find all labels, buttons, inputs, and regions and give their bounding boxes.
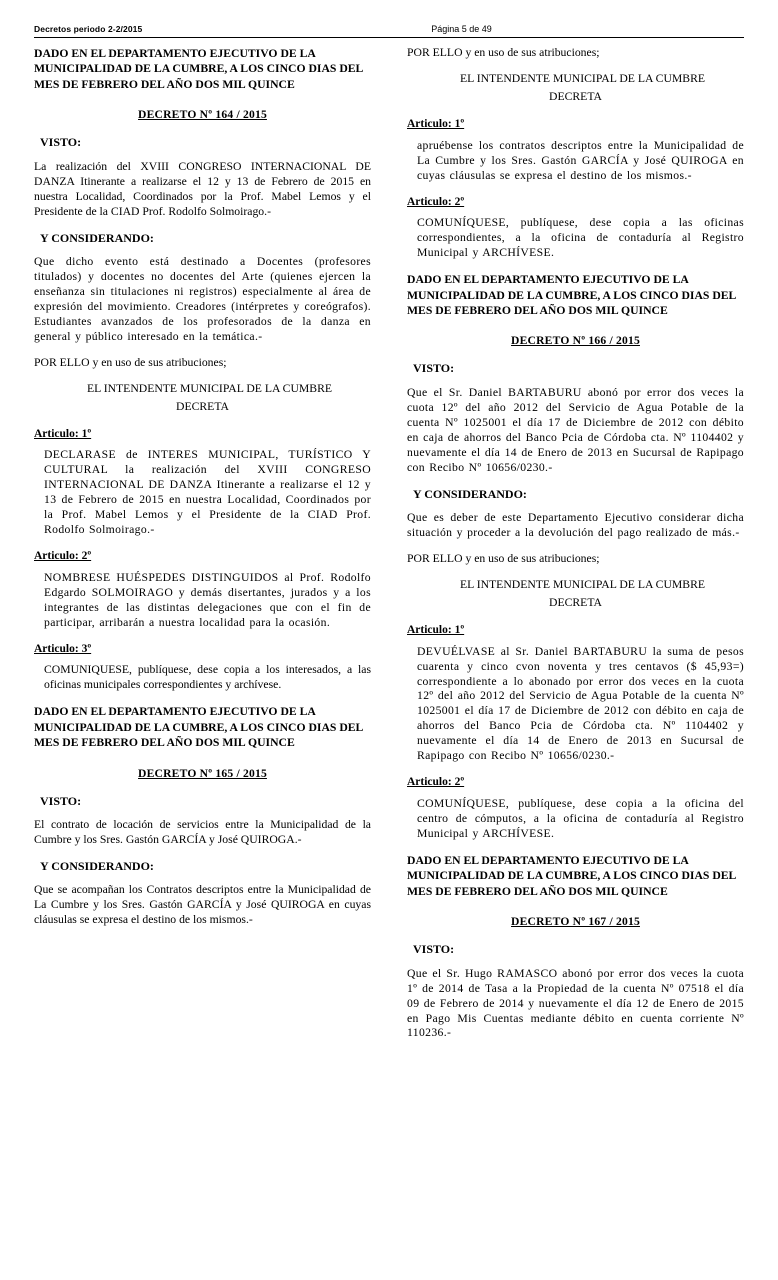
considerando-text-165: Que se acompañan los Contratos descriptos entre la Municipalidad de La Cumbre y los Sres. Gastón GARCÍA y José QUIROGA en cuyas cláusulas se expresa el destino de los mismos.- — [34, 883, 371, 927]
left-column — [34, 46, 389, 1052]
decreto-167 — [407, 915, 744, 1041]
decreta-line-166: DECRETA — [549, 595, 602, 609]
visto-text-166: Que el Sr. Daniel BARTABURU abonó por error dos veces la cuota 12º del año 2012 del Servicio de Agua Potable de la cuenta Nº 1025001 el día 17 de Diciembre de 2012 con débito en caja de ahorros del Banco Pcia de Córdoba cta. Nº 1104402 y nuevamente el día 14 de Enero de 2013 en Sucursal de Rapipago con Recibo Nº 10656/0230.- — [407, 385, 744, 474]
header-page-number: Página 5 de 49 — [431, 24, 492, 34]
por-ello-164: POR ELLO y en uso de sus atribuciones; — [34, 355, 227, 369]
por-ello-165: POR ELLO y en uso de sus atribuciones; — [407, 46, 600, 59]
por-ello-166: POR ELLO y en uso de sus atribuciones; — [407, 551, 600, 565]
articulo-1-text-164: DECLARASE de INTERES MUNICIPAL, TURÍSTICO Y CULTURAL la realización del XVIII CONGRESO INTERNACIONAL DE DANZA Itinerante a realizarse el 12 y 13 de Febrero de 2015 en nuestra Localidad, Coordinados por la Prof. Mabel Lemos y el Presidente de la CIAD Prof. Rodolfo Solmoirago.- — [44, 448, 371, 537]
two-column-body — [34, 46, 744, 1052]
intendente-line-165: EL INTENDENTE MUNICIPAL DE LA CUMBRE — [459, 71, 706, 85]
dado-clause-164-prev: DADO EN EL DEPARTAMENTO EJECUTIVO DE LA MUNICIPALIDAD DE LA CUMBRE, A LOS CINCO DIAS DEL MES DE FEBRERO DEL AÑO DOS MIL QUINCE — [34, 47, 363, 91]
decreta-line-165: DECRETA — [549, 89, 602, 103]
articulo-2-label-165: Articulo: 2º — [407, 195, 465, 208]
decreta-line-164: DECRETA — [176, 399, 229, 413]
visto-label-166: VISTO: — [413, 361, 455, 376]
articulo-2-text-165: COMUNÍQUESE, publíquese, dese copia a las oficinas correspondientes, a la oficina de contaduría al Registro Municipal y ARCHÍVESE. — [417, 216, 744, 260]
page-header — [34, 24, 744, 38]
right-column — [389, 46, 744, 1052]
decreto-165-title: DECRETO Nº 165 / 2015 — [138, 766, 267, 780]
articulo-1-label-164: Articulo: 1º — [34, 427, 92, 440]
header-document-title: Decretos periodo 2-2/2015 — [34, 24, 143, 34]
articulo-2-label-166: Articulo: 2º — [407, 776, 465, 789]
intendente-line-164: EL INTENDENTE MUNICIPAL DE LA CUMBRE — [86, 381, 333, 395]
decreto-167-title: DECRETO Nº 167 / 2015 — [511, 915, 640, 929]
articulo-1-label-165: Articulo: 1º — [407, 117, 465, 130]
visto-label-167: VISTO: — [413, 942, 455, 957]
considerando-label-165: Y CONSIDERANDO: — [40, 859, 154, 874]
articulo-1-text-166: DEVUÉLVASE al Sr. Daniel BARTABURU la suma de pesos cuarenta y cinco cvon noventa y tres centavos ($ 45,93=) correspondiente a lo abonado por error dos veces en la cuota 12º del año 2012 del Servicio de Agua Potable de la cuenta Nº 1025001 el día 17 de Diciembre de 2012 con débito en caja de ahorros del Banco Pcia de Córdoba cta. Nº 1104402 y nuevamente el día 14 de Enero de 2013 en Sucursal de Rapipago con Recibo Nº 10656/0230.- — [417, 644, 744, 763]
dado-clause-166: DADO EN EL DEPARTAMENTO EJECUTIVO DE LA MUNICIPALIDAD DE LA CUMBRE, A LOS CINCO DIAS DEL MES DE FEBRERO DEL AÑO DOS MIL QUINCE — [407, 853, 736, 898]
articulo-2-text-164: NOMBRESE HUÉSPEDES DISTINGUIDOS al Prof. Rodolfo Edgardo SOLMOIRAGO y demás disertantes, jurados y a los integrantes de las distintas delegaciones que con el fin de participar, arribarán a nuestra localidad para la ocasión. — [44, 570, 371, 629]
decreto-166 — [407, 334, 744, 899]
decreto-164 — [34, 108, 371, 750]
decreto-164-title: DECRETO Nº 164 / 2015 — [138, 108, 267, 122]
visto-label-164: VISTO: — [40, 135, 82, 150]
dado-clause-164: DADO EN EL DEPARTAMENTO EJECUTIVO DE LA MUNICIPALIDAD DE LA CUMBRE, A LOS CINCO DIAS DEL MES DE FEBRERO DEL AÑO DOS MIL QUINCE — [34, 705, 363, 750]
articulo-2-label-164: Articulo: 2º — [34, 550, 92, 563]
intendente-line-166: EL INTENDENTE MUNICIPAL DE LA CUMBRE — [459, 577, 706, 591]
decreto-165-continued — [407, 46, 744, 318]
considerando-label-166: Y CONSIDERANDO: — [413, 486, 527, 501]
visto-text-164: La realización del XVIII CONGRESO INTERNACIONAL DE DANZA Itinerante a realizarse el 12 y 13 de Febrero de 2015 en nuestra Localidad, Coordinados por la Prof. Mabel Lemos y el Presidente de la CIAD Prof. Rodolfo Solmoirago.- — [34, 159, 371, 218]
articulo-1-text-165: apruébense los contratos descriptos entre la Municipalidad de La Cumbre y los Sres. Gastón GARCÍA y José QUIROGA en cuyas cláusulas se expresa el destino de los mismos.- — [417, 138, 744, 182]
articulo-2-text-166: COMUNÍQUESE, publíquese, dese copia a la oficina del centro de cómputos, a la oficina de contaduría al Registro Municipal y ARCHÍVESE. — [417, 797, 744, 840]
considerando-label-164: Y CONSIDERANDO: — [40, 230, 154, 245]
decreto-165 — [34, 767, 371, 929]
dado-clause-165: DADO EN EL DEPARTAMENTO EJECUTIVO DE LA MUNICIPALIDAD DE LA CUMBRE, A LOS CINCO DIAS DEL MES DE FEBRERO DEL AÑO DOS MIL QUINCE — [407, 273, 736, 318]
visto-text-165: El contrato de locación de servicios entre la Municipalidad de la Cumbre y los Sres. Gastón GARCÍA y José QUIROGA.- — [34, 818, 371, 847]
articulo-1-label-166: Articulo: 1º — [407, 623, 465, 636]
considerando-text-166: Que es deber de este Departamento Ejecutivo considerar dicha situación y proceder a la devolución del pago realizado de más.- — [407, 511, 744, 539]
visto-text-167: Que el Sr. Hugo RAMASCO abonó por error dos veces la cuota 1º de 2014 de Tasa a la Propiedad de la cuenta Nº 07518 el día 09 de Febrero de 2014 y nuevamente el día 12 de Enero de 2015 en Pago Mis Cuentas mediante débito en cuenta corriente Nº 110236.- — [407, 966, 744, 1040]
visto-label-165: VISTO: — [40, 793, 82, 808]
articulo-3-label-164: Articulo: 3º — [34, 642, 92, 655]
decreto-166-title: DECRETO Nº 166 / 2015 — [511, 334, 640, 348]
considerando-text-164: Que dicho evento está destinado a Docentes (profesores titulados) y docentes no docentes del Arte (quienes ejercen la enseñanza sin titulaciones ni registros) especialmente al área de expresión del movimiento. Creadores (intérpretes y coreógrafos). Estudiantes avanzados de los profesorados de la danza en general y público interesado en la temática.- — [34, 254, 371, 343]
articulo-3-text-164: COMUNIQUESE, publíquese, dese copia a los interesados, a las oficinas municipales correspondientes y archívese. — [44, 663, 371, 692]
